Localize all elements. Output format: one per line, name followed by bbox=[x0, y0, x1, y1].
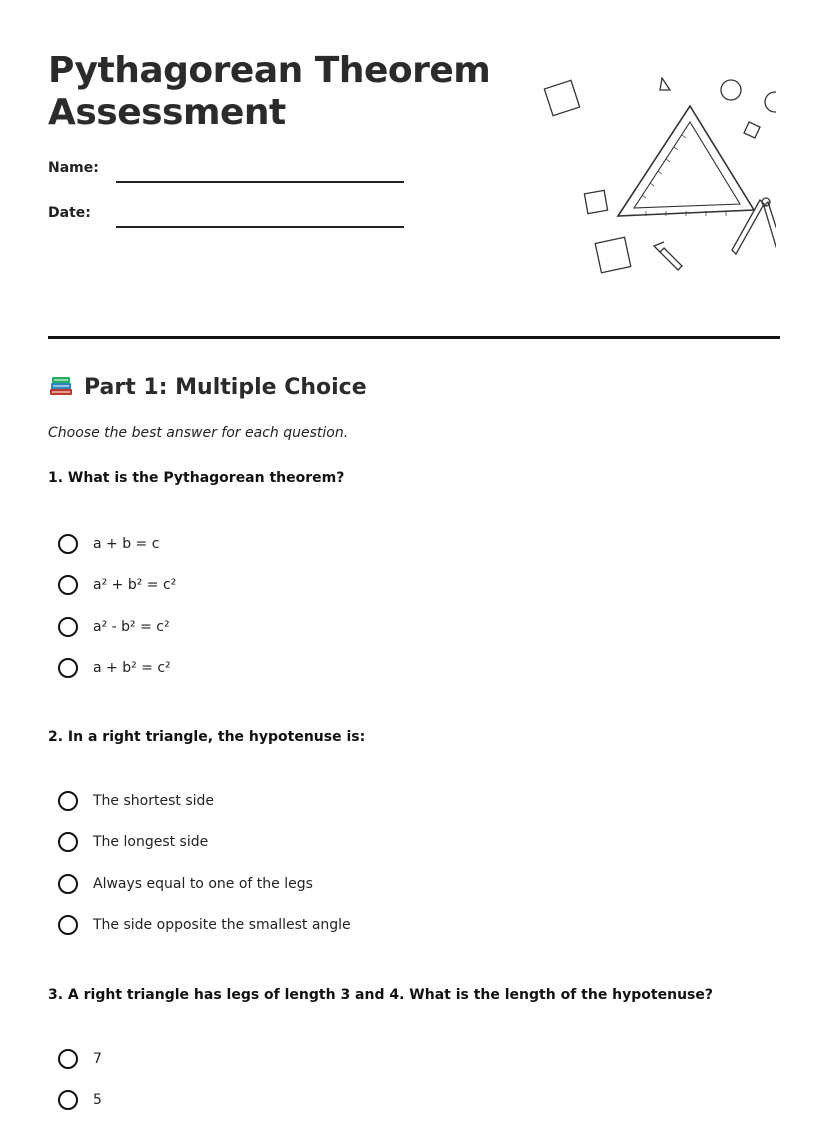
answer-option[interactable] bbox=[58, 822, 351, 864]
radio-button[interactable] bbox=[58, 915, 78, 935]
compass-leg-icon bbox=[764, 202, 776, 260]
radio-button[interactable] bbox=[58, 617, 78, 637]
small-square-icon bbox=[744, 122, 760, 138]
question-1-options bbox=[58, 523, 176, 689]
books-icon bbox=[48, 374, 74, 400]
radio-button[interactable] bbox=[58, 1090, 78, 1110]
square-bottom-icon bbox=[595, 237, 631, 273]
option-label: a² - b² = c² bbox=[93, 619, 170, 635]
name-input-line[interactable] bbox=[116, 181, 404, 183]
name-label: Name: bbox=[48, 160, 99, 176]
assessment-page bbox=[48, 0, 780, 1118]
option-label: The shortest side bbox=[93, 793, 214, 809]
answer-option[interactable] bbox=[58, 780, 351, 822]
answer-option[interactable] bbox=[58, 606, 176, 648]
ruler-stick-icon bbox=[732, 200, 764, 254]
radio-button[interactable] bbox=[58, 1049, 78, 1069]
square-small-left-icon bbox=[584, 190, 607, 213]
option-label: a² + b² = c² bbox=[93, 577, 176, 593]
answer-option[interactable] bbox=[58, 565, 176, 607]
answer-option[interactable] bbox=[58, 863, 351, 905]
radio-button[interactable] bbox=[58, 575, 78, 595]
part1-heading bbox=[48, 374, 367, 400]
date-field[interactable] bbox=[48, 205, 408, 235]
question-1: 1. What is the Pythagorean theorem? bbox=[48, 470, 344, 486]
circle-outline-icon bbox=[765, 92, 776, 112]
radio-button[interactable] bbox=[58, 874, 78, 894]
answer-option[interactable] bbox=[58, 905, 351, 947]
option-label: Always equal to one of the legs bbox=[93, 876, 313, 892]
date-input-line[interactable] bbox=[116, 226, 404, 228]
circle-shape-icon bbox=[721, 80, 741, 100]
page-title bbox=[48, 50, 490, 134]
radio-button[interactable] bbox=[58, 534, 78, 554]
question-3-options bbox=[58, 1038, 102, 1121]
pencil-icon bbox=[660, 248, 682, 270]
part1-instructions: Choose the best answer for each question. bbox=[48, 425, 348, 441]
part1-title: Part 1: Multiple Choice bbox=[84, 375, 367, 400]
radio-button[interactable] bbox=[58, 832, 78, 852]
title-line-2: Assessment bbox=[48, 92, 286, 133]
answer-option[interactable] bbox=[58, 1080, 102, 1121]
triangle-ruler-icon bbox=[618, 106, 754, 216]
answer-option[interactable] bbox=[58, 1038, 102, 1080]
answer-option[interactable] bbox=[58, 648, 176, 690]
name-field[interactable] bbox=[48, 160, 408, 190]
radio-button[interactable] bbox=[58, 658, 78, 678]
square-shape-icon bbox=[544, 80, 579, 115]
option-label: The side opposite the smallest angle bbox=[93, 917, 351, 933]
title-line-1: Pythagorean Theorem bbox=[48, 50, 490, 91]
section-divider bbox=[48, 336, 780, 339]
option-label: a + b = c bbox=[93, 536, 159, 552]
option-label: a + b² = c² bbox=[93, 660, 171, 676]
small-triangle-icon bbox=[660, 78, 670, 90]
question-2-options bbox=[58, 780, 351, 946]
option-label: The longest side bbox=[93, 834, 208, 850]
geometry-tools-illustration bbox=[536, 70, 776, 290]
option-label: 7 bbox=[93, 1051, 102, 1067]
question-2: 2. In a right triangle, the hypotenuse is: bbox=[48, 729, 365, 745]
radio-button[interactable] bbox=[58, 791, 78, 811]
answer-option[interactable] bbox=[58, 523, 176, 565]
question-3: 3. A right triangle has legs of length 3 and 4. What is the length of the hypotenuse? bbox=[48, 987, 713, 1003]
date-label: Date: bbox=[48, 205, 91, 221]
option-label: 5 bbox=[93, 1092, 102, 1108]
